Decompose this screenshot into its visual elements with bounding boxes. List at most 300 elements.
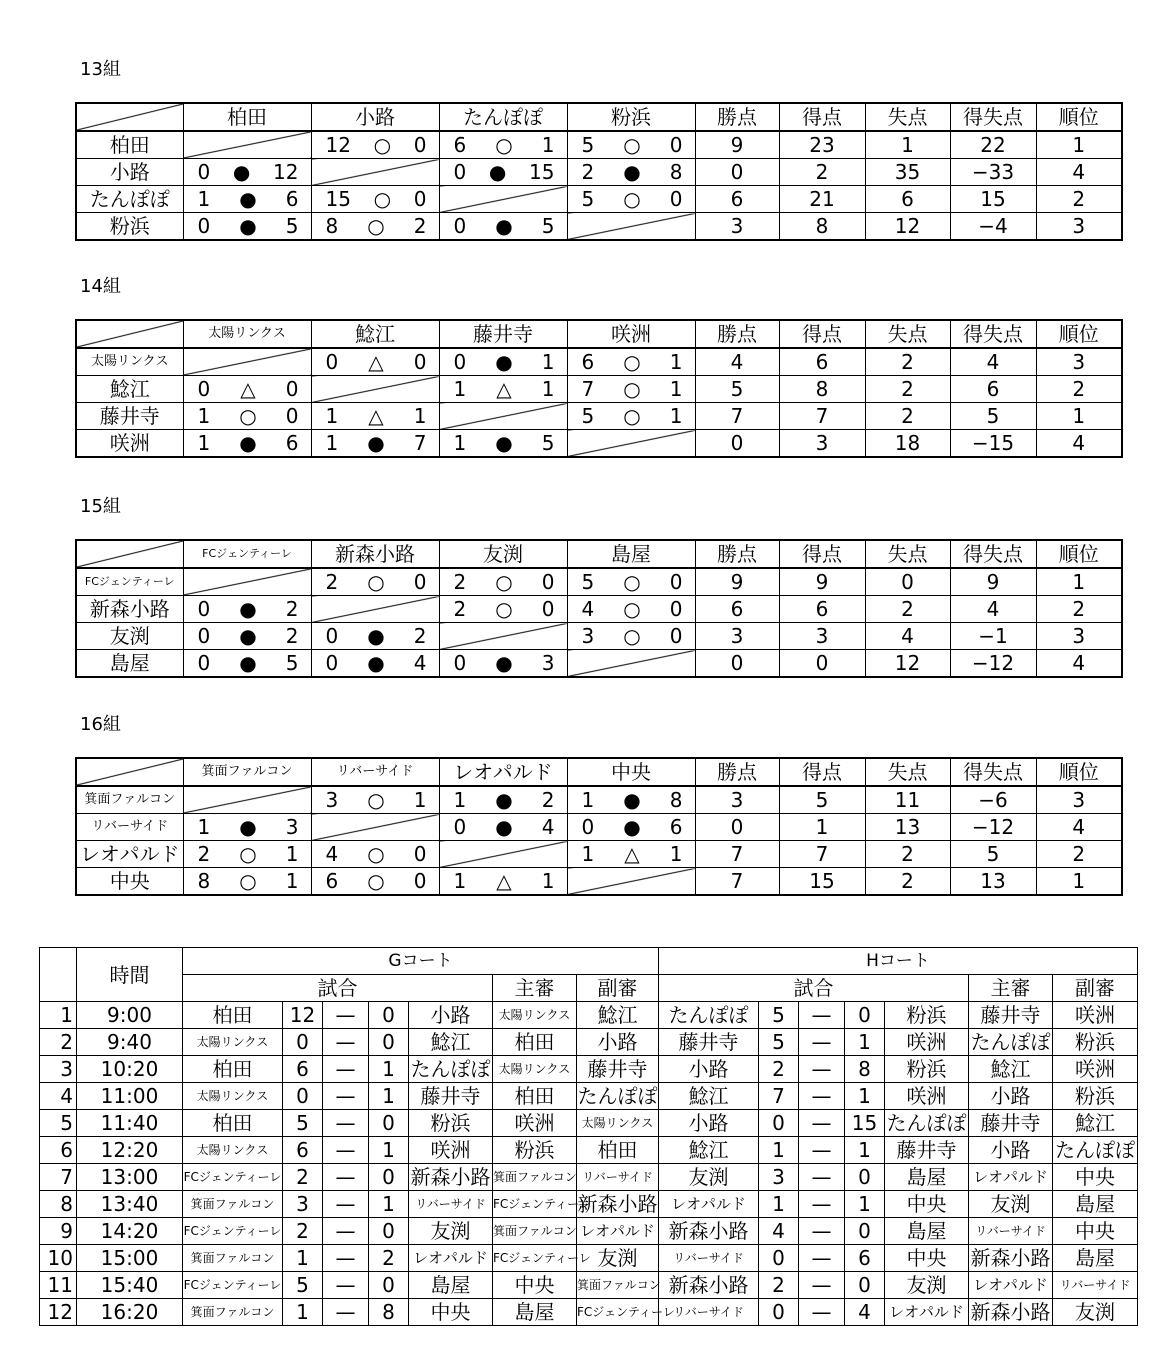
- h-match-header: 試合: [659, 975, 969, 1002]
- goals-for: 0: [453, 651, 467, 675]
- stat-cell: 13: [950, 868, 1036, 896]
- goals-against: 0: [541, 597, 555, 621]
- h-subref-header: 副審: [1053, 975, 1138, 1002]
- result-mark: ●: [623, 160, 641, 184]
- result-mark: ●: [367, 431, 385, 455]
- goals-against: 1: [669, 350, 683, 374]
- column-team-header: リバーサイド: [311, 758, 439, 786]
- stat-cell: −4: [950, 213, 1036, 241]
- goals-against: 1: [541, 350, 555, 374]
- away-score: 8: [369, 1299, 409, 1326]
- row-team: 柏田: [76, 131, 183, 159]
- match-number: 10: [40, 1245, 77, 1272]
- goals-against: 1: [541, 133, 555, 157]
- match-number: 3: [40, 1056, 77, 1083]
- self-match-cell: [439, 403, 567, 430]
- result-mark: ●: [495, 214, 513, 238]
- sub-referee: 中央: [1053, 1164, 1138, 1191]
- result-cell: [439, 348, 567, 376]
- goals-for: 8: [197, 869, 211, 893]
- column-team-header: 中央: [567, 758, 695, 786]
- row-team: 鯰江: [76, 376, 183, 403]
- score-dash: —: [323, 1002, 369, 1029]
- score-dash: —: [799, 1029, 845, 1056]
- schedule-row: [40, 1191, 1138, 1218]
- corner-cell: [76, 103, 183, 131]
- home-team: FCジェンティーレ: [183, 1272, 283, 1299]
- sub-referee: 粉浜: [1053, 1083, 1138, 1110]
- match-number: 7: [40, 1164, 77, 1191]
- row-team: 箕面ファルコン: [76, 786, 183, 814]
- goals-against: 1: [413, 788, 427, 812]
- referee: FCジェンティーレ: [493, 1245, 577, 1272]
- result-cell: [311, 568, 439, 596]
- goals-against: 0: [413, 570, 427, 594]
- schedule-row: [40, 1083, 1138, 1110]
- match-number: 12: [40, 1299, 77, 1326]
- stat-header: 順位: [1036, 103, 1122, 131]
- stat-cell: 3: [695, 213, 779, 241]
- referee: 粉浜: [493, 1137, 577, 1164]
- schedule-row: [40, 1218, 1138, 1245]
- home-score: 1: [283, 1299, 323, 1326]
- stat-header: 勝点: [695, 758, 779, 786]
- result-mark: ●: [367, 624, 385, 648]
- result-mark: ●: [623, 815, 641, 839]
- away-team: 粉浜: [885, 1056, 969, 1083]
- sub-referee: 咲洲: [1053, 1002, 1138, 1029]
- home-score: 3: [283, 1191, 323, 1218]
- sub-referee: 小路: [577, 1029, 659, 1056]
- away-team: 小路: [409, 1002, 493, 1029]
- home-team: 小路: [659, 1056, 759, 1083]
- referee: 小路: [969, 1083, 1053, 1110]
- goals-for: 1: [197, 187, 211, 211]
- referee: たんぽぽ: [970, 1030, 1051, 1054]
- goals-against: 1: [669, 842, 683, 866]
- stat-cell: 3: [695, 786, 779, 814]
- group-label: 16組: [80, 714, 121, 735]
- time-header: 時間: [77, 948, 183, 1002]
- referee: 新森小路: [970, 1246, 1051, 1270]
- goals-against: 0: [285, 377, 299, 401]
- goals-against: 15: [529, 160, 555, 184]
- home-team: 太陽リンクス: [183, 1083, 283, 1110]
- stat-cell: −1: [950, 623, 1036, 650]
- stat-cell: 7: [695, 841, 779, 868]
- stat-cell: 2: [1036, 841, 1122, 868]
- match-number: 2: [40, 1029, 77, 1056]
- home-score: 5: [283, 1272, 323, 1299]
- group-table: [75, 539, 1123, 678]
- home-score: 6: [283, 1137, 323, 1164]
- goals-against: 1: [541, 377, 555, 401]
- goals-against: 1: [541, 869, 555, 893]
- schedule-row: [40, 1137, 1138, 1164]
- match-number: 9: [40, 1218, 77, 1245]
- result-cell: [311, 430, 439, 458]
- stat-header: 得失点: [950, 540, 1036, 568]
- goals-against: 6: [669, 815, 683, 839]
- result-cell: [439, 596, 567, 623]
- home-score: 2: [283, 1164, 323, 1191]
- stat-cell: −6: [950, 786, 1036, 814]
- column-team-header: 新森小路: [311, 540, 439, 568]
- away-score: 8: [845, 1056, 885, 1083]
- goals-for: 6: [453, 133, 467, 157]
- away-score: 0: [845, 1164, 885, 1191]
- group-row: [76, 650, 1122, 678]
- result-mark: △: [240, 377, 256, 401]
- stat-cell: 11: [865, 786, 950, 814]
- referee: 柏田: [493, 1029, 577, 1056]
- score-dash: —: [799, 1002, 845, 1029]
- away-score: 1: [369, 1056, 409, 1083]
- g-ref-header: 主審: [493, 975, 577, 1002]
- away-score: 15: [845, 1110, 885, 1137]
- result-mark: ●: [239, 815, 257, 839]
- referee: 小路: [969, 1137, 1053, 1164]
- goals-against: 0: [669, 133, 683, 157]
- match-time: 13:40: [77, 1191, 183, 1218]
- row-team: 粉浜: [76, 213, 183, 241]
- goals-against: 5: [541, 431, 555, 455]
- away-score: 2: [369, 1245, 409, 1272]
- sub-referee: 鯰江: [577, 1002, 659, 1029]
- referee: 箕面ファルコン: [493, 1218, 577, 1245]
- goals-against: 6: [285, 187, 299, 211]
- away-score: 1: [845, 1029, 885, 1056]
- home-team: 小路: [659, 1110, 759, 1137]
- h-ref-header: 主審: [969, 975, 1053, 1002]
- group-row: [76, 131, 1122, 159]
- row-team: 島屋: [76, 650, 183, 678]
- goals-for: 1: [197, 815, 211, 839]
- sub-referee: 咲洲: [1053, 1056, 1138, 1083]
- referee: 太陽リンクス: [493, 1056, 577, 1083]
- stat-cell: 2: [865, 868, 950, 896]
- group-row: [76, 868, 1122, 896]
- result-mark: ○: [623, 404, 641, 428]
- sub-referee: 鯰江: [1053, 1110, 1138, 1137]
- referee: 新森小路: [970, 1300, 1051, 1324]
- home-score: 3: [759, 1164, 799, 1191]
- result-cell: [183, 403, 311, 430]
- stat-cell: 2: [865, 841, 950, 868]
- away-score: 0: [369, 1272, 409, 1299]
- home-team: 箕面ファルコン: [183, 1299, 283, 1326]
- result-mark: ○: [623, 187, 641, 211]
- self-match-cell: [183, 131, 311, 159]
- stat-cell: 3: [779, 430, 865, 458]
- result-cell: [567, 786, 695, 814]
- stat-header: 得失点: [950, 758, 1036, 786]
- score-dash: —: [799, 1191, 845, 1218]
- self-match-cell: [439, 186, 567, 213]
- stat-header: 順位: [1036, 758, 1122, 786]
- result-mark: ○: [367, 869, 385, 893]
- away-score: 4: [845, 1299, 885, 1326]
- stat-cell: 2: [1036, 376, 1122, 403]
- goals-against: 6: [285, 431, 299, 455]
- stat-header: 順位: [1036, 540, 1122, 568]
- stat-cell: 4: [695, 348, 779, 376]
- group-table: [75, 102, 1123, 241]
- stat-cell: 18: [865, 430, 950, 458]
- goals-for: 4: [325, 842, 339, 866]
- goals-against: 0: [413, 842, 427, 866]
- stat-cell: 4: [865, 623, 950, 650]
- result-mark: ○: [623, 133, 641, 157]
- self-match-cell: [311, 814, 439, 841]
- stat-cell: 2: [1036, 596, 1122, 623]
- goals-for: 3: [325, 788, 339, 812]
- goals-against: 0: [413, 869, 427, 893]
- result-mark: ○: [367, 842, 385, 866]
- goals-for: 2: [453, 570, 467, 594]
- stat-cell: −12: [950, 814, 1036, 841]
- score-dash: —: [799, 1272, 845, 1299]
- away-team: 咲洲: [885, 1083, 969, 1110]
- goals-for: 0: [581, 815, 595, 839]
- home-team: リバーサイド: [659, 1245, 759, 1272]
- away-score: 0: [845, 1218, 885, 1245]
- result-cell: [183, 650, 311, 678]
- result-mark: ●: [239, 597, 257, 621]
- stat-cell: 7: [695, 403, 779, 430]
- result-mark: ●: [495, 651, 513, 675]
- goals-for: 4: [581, 597, 595, 621]
- result-mark: ○: [623, 350, 641, 374]
- goals-for: 1: [453, 788, 467, 812]
- sub-referee: たんぽぽ: [1053, 1137, 1138, 1164]
- match-number: 11: [40, 1272, 77, 1299]
- goals-for: 0: [197, 214, 211, 238]
- home-team: 藤井寺: [659, 1029, 759, 1056]
- stat-cell: 1: [1036, 403, 1122, 430]
- goals-against: 2: [413, 624, 427, 648]
- stat-cell: 1: [1036, 568, 1122, 596]
- stat-header: 失点: [865, 103, 950, 131]
- schedule-row: [40, 1299, 1138, 1326]
- away-score: 0: [369, 1164, 409, 1191]
- away-score: 0: [369, 1002, 409, 1029]
- match-number: 1: [40, 1002, 77, 1029]
- match-number: 8: [40, 1191, 77, 1218]
- away-team: 粉浜: [409, 1110, 493, 1137]
- group-row: [76, 568, 1122, 596]
- goals-for: 0: [197, 160, 211, 184]
- match-time: 14:20: [77, 1218, 183, 1245]
- away-team: 島屋: [409, 1272, 493, 1299]
- stat-header: 失点: [865, 758, 950, 786]
- score-dash: —: [799, 1218, 845, 1245]
- goals-for: 5: [581, 404, 595, 428]
- score-dash: —: [323, 1299, 369, 1326]
- result-cell: [311, 348, 439, 376]
- stat-header: 勝点: [695, 103, 779, 131]
- result-cell: [439, 131, 567, 159]
- match-time: 11:00: [77, 1083, 183, 1110]
- result-cell: [311, 841, 439, 868]
- stat-cell: 0: [695, 650, 779, 678]
- stat-cell: 6: [779, 596, 865, 623]
- match-number: 5: [40, 1110, 77, 1137]
- result-cell: [439, 868, 567, 896]
- result-cell: [567, 376, 695, 403]
- score-dash: —: [323, 1083, 369, 1110]
- goals-for: 1: [453, 377, 467, 401]
- home-team: 箕面ファルコン: [183, 1245, 283, 1272]
- group-row: [76, 596, 1122, 623]
- result-cell: [183, 868, 311, 896]
- referee: 箕面ファルコン: [493, 1164, 577, 1191]
- goals-against: 1: [669, 377, 683, 401]
- goals-for: 5: [581, 187, 595, 211]
- score-dash: —: [799, 1056, 845, 1083]
- score-dash: —: [799, 1083, 845, 1110]
- result-cell: [183, 376, 311, 403]
- away-team: 粉浜: [885, 1002, 969, 1029]
- sub-referee: リバーサイド: [577, 1164, 659, 1191]
- goals-against: 3: [541, 651, 555, 675]
- stat-cell: 3: [1036, 348, 1122, 376]
- group-label: 13組: [80, 59, 121, 80]
- home-team: 柏田: [183, 1002, 283, 1029]
- result-cell: [567, 186, 695, 213]
- referee: 中央: [493, 1272, 577, 1299]
- goals-against: 1: [285, 869, 299, 893]
- home-score: 0: [283, 1083, 323, 1110]
- stat-header: 失点: [865, 320, 950, 348]
- sub-referee: 島屋: [1053, 1245, 1138, 1272]
- group-row: [76, 348, 1122, 376]
- stat-cell: 9: [695, 568, 779, 596]
- goals-for: 1: [197, 431, 211, 455]
- g-match-header: 試合: [183, 975, 493, 1002]
- stat-cell: 23: [779, 131, 865, 159]
- sub-referee: 中央: [1053, 1218, 1138, 1245]
- stat-cell: 13: [865, 814, 950, 841]
- goals-for: 1: [325, 404, 339, 428]
- goals-for: 15: [325, 187, 351, 211]
- goals-against: 0: [669, 624, 683, 648]
- column-team-header: 太陽リンクス: [183, 320, 311, 348]
- referee: レオパルド: [969, 1164, 1053, 1191]
- away-team: 中央: [885, 1245, 969, 1272]
- match-time: 9:00: [77, 1002, 183, 1029]
- stat-cell: 35: [865, 159, 950, 186]
- sub-referee: FCジェンティーレ: [577, 1299, 659, 1326]
- result-mark: ●: [239, 187, 257, 211]
- result-cell: [439, 159, 567, 186]
- result-cell: [439, 786, 567, 814]
- row-team: レオパルド: [76, 841, 183, 868]
- schedule-row: [40, 1110, 1138, 1137]
- referee: 藤井寺: [969, 1002, 1053, 1029]
- stat-cell: 12: [865, 650, 950, 678]
- self-match-cell: [311, 376, 439, 403]
- away-team: 島屋: [885, 1218, 969, 1245]
- stat-header: 得失点: [950, 320, 1036, 348]
- home-team: 柏田: [183, 1110, 283, 1137]
- result-cell: [311, 131, 439, 159]
- goals-for: 6: [325, 869, 339, 893]
- goals-for: 0: [453, 350, 467, 374]
- away-team: たんぽぽ: [886, 1111, 967, 1135]
- result-mark: ●: [239, 651, 257, 675]
- column-team-header: レオパルド: [439, 758, 567, 786]
- stat-cell: 0: [695, 814, 779, 841]
- stat-cell: 2: [779, 159, 865, 186]
- stat-header: 得点: [779, 103, 865, 131]
- home-team: 新森小路: [659, 1272, 759, 1299]
- stat-cell: 1: [1036, 868, 1122, 896]
- home-team: 新森小路: [659, 1218, 759, 1245]
- score-dash: —: [323, 1245, 369, 1272]
- result-cell: [311, 403, 439, 430]
- group-row: [76, 403, 1122, 430]
- stat-cell: 5: [950, 841, 1036, 868]
- home-team: 柏田: [183, 1056, 283, 1083]
- stat-cell: 2: [865, 596, 950, 623]
- result-cell: [311, 213, 439, 241]
- stat-header: 得点: [779, 540, 865, 568]
- result-cell: [567, 348, 695, 376]
- column-team-header: 鯰江: [311, 320, 439, 348]
- home-score: 0: [759, 1299, 799, 1326]
- self-match-cell: [183, 568, 311, 596]
- result-cell: [183, 186, 311, 213]
- stat-cell: 0: [695, 159, 779, 186]
- goals-for: 0: [325, 624, 339, 648]
- stat-cell: 6: [695, 596, 779, 623]
- score-dash: —: [323, 1029, 369, 1056]
- self-match-cell: [311, 159, 439, 186]
- away-score: 0: [845, 1002, 885, 1029]
- corner-cell: [76, 540, 183, 568]
- result-cell: [567, 131, 695, 159]
- result-cell: [183, 814, 311, 841]
- result-cell: [439, 650, 567, 678]
- goals-for: 2: [197, 842, 211, 866]
- g-subref-header: 副審: [577, 975, 659, 1002]
- group-row: [76, 186, 1122, 213]
- match-time: 11:40: [77, 1110, 183, 1137]
- home-team: リバーサイド: [659, 1299, 759, 1326]
- result-mark: ○: [239, 869, 257, 893]
- stat-cell: 0: [695, 430, 779, 458]
- home-score: 1: [759, 1191, 799, 1218]
- home-score: 2: [759, 1272, 799, 1299]
- column-team-header: 粉浜: [567, 103, 695, 131]
- result-cell: [311, 786, 439, 814]
- result-mark: ○: [495, 570, 513, 594]
- away-team: 咲洲: [885, 1029, 969, 1056]
- self-match-cell: [567, 213, 695, 241]
- referee: リバーサイド: [969, 1218, 1053, 1245]
- home-score: 4: [759, 1218, 799, 1245]
- goals-for: 0: [197, 624, 211, 648]
- match-time: 13:00: [77, 1164, 183, 1191]
- stat-cell: 4: [950, 596, 1036, 623]
- goals-for: 0: [453, 815, 467, 839]
- stat-header: 得点: [779, 758, 865, 786]
- result-mark: ●: [367, 651, 385, 675]
- away-team: 友渕: [409, 1218, 493, 1245]
- score-dash: —: [799, 1299, 845, 1326]
- away-team: リバーサイド: [409, 1191, 493, 1218]
